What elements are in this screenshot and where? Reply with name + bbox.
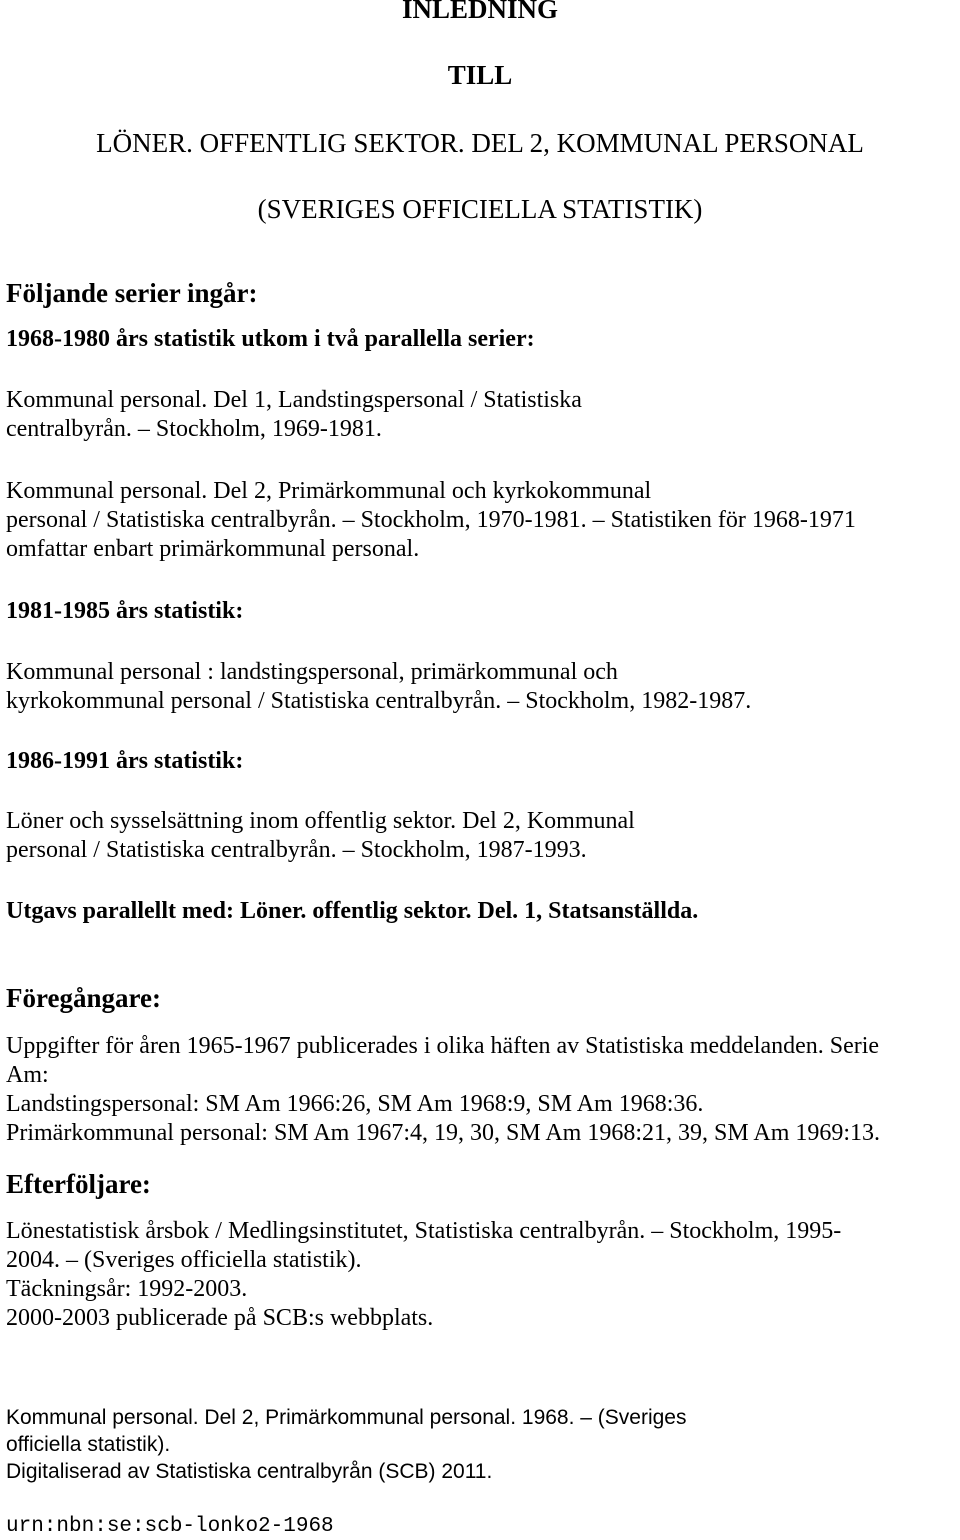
series-item-2-line-2: personal / Statistiska centralbyrån. – Stockholm, 1970-1981. – Statistiken för 1968-1971 — [6, 507, 856, 533]
series-item-3 — [6, 658, 751, 716]
series-item-4-line-2: personal / Statistiska centralbyrån. – Stockholm, 1987-1993. — [6, 837, 587, 863]
title-line-series: (SVERIGES OFFICIELLA STATISTIK) — [257, 194, 703, 224]
title-line-till: TILL — [447, 60, 513, 90]
successors-line-3: Täckningsår: 1992-2003. — [6, 1276, 248, 1302]
series-item-1-line-1: Kommunal personal. Del 1, Landstingspersonal / Statistiska — [6, 387, 582, 413]
series-item-3-line-1: Kommunal personal : landstingspersonal, primärkommunal och — [6, 659, 618, 685]
series-item-4 — [6, 807, 635, 865]
footer-line-1: Kommunal personal. Del 2, Primärkommunal personal. 1968. – (Sveriges — [6, 1406, 687, 1429]
predecessors-block — [6, 1032, 880, 1148]
footer-block — [6, 1404, 686, 1485]
series-item-4-line-1: Löner och sysselsättning inom offentlig sektor. Del 2, Kommunal — [6, 808, 635, 834]
successors-line-2: 2004. – (Sveriges officiella statistik). — [6, 1247, 362, 1273]
series-item-3-line-2: kyrkokommunal personal / Statistiska centralbyrån. – Stockholm, 1982-1987. — [6, 688, 752, 714]
predecessors-line-3: Landstingspersonal: SM Am 1966:26, SM Am 1968:9, SM Am 1968:36. — [6, 1091, 704, 1117]
successors-line-1: Lönestatistisk årsbok / Medlingsinstitutet, Statistiska centralbyrån. – Stockholm, 1995- — [6, 1218, 842, 1244]
series-item-1 — [6, 386, 582, 444]
predecessors-line-1: Uppgifter för åren 1965-1967 publicerades i olika häften av Statistiska meddelanden. Serie — [6, 1033, 880, 1059]
footer-line-3: Digitaliserad av Statistiska centralbyrån (SCB) 2011. — [6, 1460, 493, 1483]
series-item-2-line-3: omfattar enbart primärkommunal personal. — [6, 536, 420, 562]
predecessors-heading: Föregångare: — [6, 983, 161, 1013]
successors-block — [6, 1217, 841, 1333]
footer-line-2: officiella statistik). — [6, 1433, 171, 1456]
series-item-1-line-2: centralbyrån. – Stockholm, 1969-1981. — [6, 416, 382, 442]
heading-1981-1985: 1981-1985 års statistik: — [6, 598, 244, 624]
successors-heading: Efterföljare: — [6, 1169, 151, 1199]
predecessors-line-2: Am: — [6, 1062, 49, 1088]
series-intro: 1968-1980 års statistik utkom i två parallella serier: — [6, 326, 535, 352]
series-item-2-line-1: Kommunal personal. Del 2, Primärkommunal och kyrkokommunal — [6, 478, 652, 504]
title-line-inledning: INLEDNING — [401, 0, 559, 24]
urn-identifier: urn:nbn:se:scb-lonko2-1968 — [6, 1515, 334, 1538]
series-item-2 — [6, 477, 856, 564]
series-heading: Följande serier ingår: — [6, 278, 258, 308]
parallel-note: Utgavs parallellt med: Löner. offentlig sektor. Del. 1, Statsanställda. — [6, 898, 699, 924]
title-line-publication: LÖNER. OFFENTLIG SEKTOR. DEL 2, KOMMUNAL PERSONAL — [96, 128, 864, 158]
successors-line-4: 2000-2003 publicerade på SCB:s webbplats. — [6, 1305, 434, 1331]
predecessors-line-4: Primärkommunal personal: SM Am 1967:4, 19, 30, SM Am 1968:21, 39, SM Am 1969:13. — [6, 1120, 881, 1146]
heading-1986-1991: 1986-1991 års statistik: — [6, 748, 244, 774]
